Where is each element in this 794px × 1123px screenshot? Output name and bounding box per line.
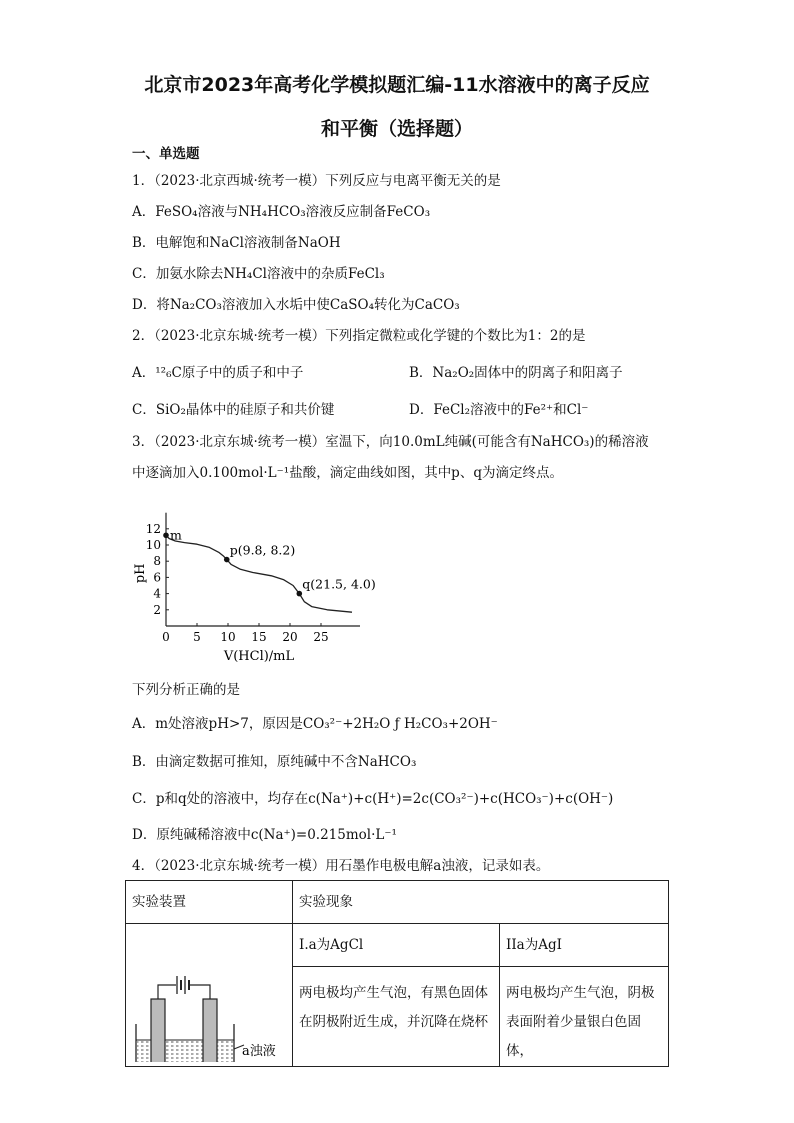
q3-option-d: D．原纯碱稀溶液中c(Na⁺)=0.215mol·L⁻¹: [132, 827, 397, 843]
x-tick-label: 25: [313, 630, 329, 644]
q2-option-c: C．SiO₂晶体中的硅原子和共价键: [132, 402, 335, 418]
x-tick-label: 0: [162, 630, 170, 644]
q1-option-a: A．FeSO₄溶液与NH₄HCO₃溶液反应制备FeCO₃: [132, 204, 431, 220]
turbid-liquid-label: a浊液: [242, 1044, 276, 1059]
table-header-phenomena: 实验现象: [293, 881, 669, 924]
agcl-subheading: I.a为AgCl: [293, 924, 499, 967]
x-tick-label: 5: [193, 630, 201, 644]
agi-subheading: IIa为AgI: [500, 924, 668, 967]
x-tick-label: 15: [251, 630, 267, 644]
q2-stem: 2．（2023·北京东城·统考一模）下列指定微粒或化学键的个数比为1：2的是: [132, 328, 586, 344]
right-electrode: [203, 999, 217, 1062]
point-p: [224, 557, 230, 563]
point-q: [297, 591, 303, 597]
y-tick-label: 12: [145, 521, 161, 536]
phenomena-agi-cell: [500, 924, 669, 1067]
page-title-line2: 和平衡（选择题）: [320, 118, 473, 140]
point-label: p(9.8, 8.2): [229, 542, 296, 558]
q3-stem-line1: 3．（2023·北京东城·统考一模）室温下，向10.0mL纯碱(可能含有NaHCO₃)的稀溶液: [132, 434, 649, 450]
y-tick-label: 10: [145, 538, 161, 552]
q1-option-c: C．加氨水除去NH₄Cl溶液中的杂质FeCl₃: [132, 266, 385, 282]
q1-stem: 1．（2023·北京西城·统考一模）下列反应与电离平衡无关的是: [132, 173, 501, 189]
experiment-table: [125, 880, 669, 1067]
q4-stem: 4．（2023·北京东城·统考一模）用石墨作电极电解a浊液，记录如表。: [132, 858, 550, 874]
agcl-text-line1: 两电极均产生气泡，有黑色固体: [299, 985, 488, 1001]
point-label: q(21.5, 4.0): [302, 576, 376, 592]
section-heading: 一、单选题: [132, 146, 200, 162]
q2-option-a: A．¹²₆C原子中的质子和中子: [132, 365, 304, 381]
y-tick-label: 2: [153, 602, 161, 617]
agi-text-line1: 两电极均产生气泡，阴极: [506, 985, 655, 1001]
point-label: m: [170, 527, 182, 543]
agcl-text-line2: 在阴极附近生成，并沉降在烧杯: [299, 1014, 488, 1030]
q1-option-b: B．电解饱和NaCl溶液制备NaOH: [132, 235, 341, 251]
point-m: [163, 532, 169, 538]
q3-stem-line2: 中逐滴加入0.100mol·L⁻¹盐酸，滴定曲线如图，其中p、q为滴定终点。: [132, 465, 563, 481]
x-tick-label: 20: [282, 630, 298, 644]
table-header-apparatus: 实验装置: [126, 881, 293, 924]
q1-option-d: D．将Na₂CO₃溶液加入水垢中使CaSO₄转化为CaCO₃: [132, 297, 460, 313]
y-tick-label: 6: [153, 570, 161, 585]
q3-option-b: B．由滴定数据可推知，原纯碱中不含NaHCO₃: [132, 754, 417, 770]
q2-option-b: B．Na₂O₂固体中的阴离子和阳离子: [409, 365, 623, 381]
x-axis-label: V(HCl)/mL: [223, 649, 295, 664]
y-tick-label: 8: [153, 554, 161, 569]
left-electrode: [151, 999, 165, 1062]
phenomena-agcl-cell: [293, 924, 500, 1067]
y-axis-label: pH: [133, 563, 148, 584]
q3-option-c: C．p和q处的溶液中，均存在c(Na⁺)+c(H⁺)=2c(CO₃²⁻)+c(HCO₃⁻)+c(OH⁻): [132, 791, 614, 807]
apparatus-cell: [126, 924, 293, 1067]
page-title-line1: 北京市2023年高考化学模拟题汇编-11水溶液中的离子反应: [144, 74, 650, 96]
agi-text-line2: 表面附着少量银白色固体，: [506, 1014, 641, 1059]
q3-after-chart: 下列分析正确的是: [132, 682, 240, 698]
y-tick-label: 4: [153, 586, 161, 601]
q3-option-a: A．m处溶液pH>7，原因是CO₃²⁻+2H₂O ƒ H₂CO₃+2OH⁻: [132, 716, 498, 732]
electrolysis-apparatus-diagram: [126, 924, 286, 1062]
titration-chart: [132, 498, 382, 664]
x-tick-label: 10: [220, 630, 236, 644]
q2-option-d: D．FeCl₂溶液中的Fe²⁺和Cl⁻: [409, 402, 589, 418]
